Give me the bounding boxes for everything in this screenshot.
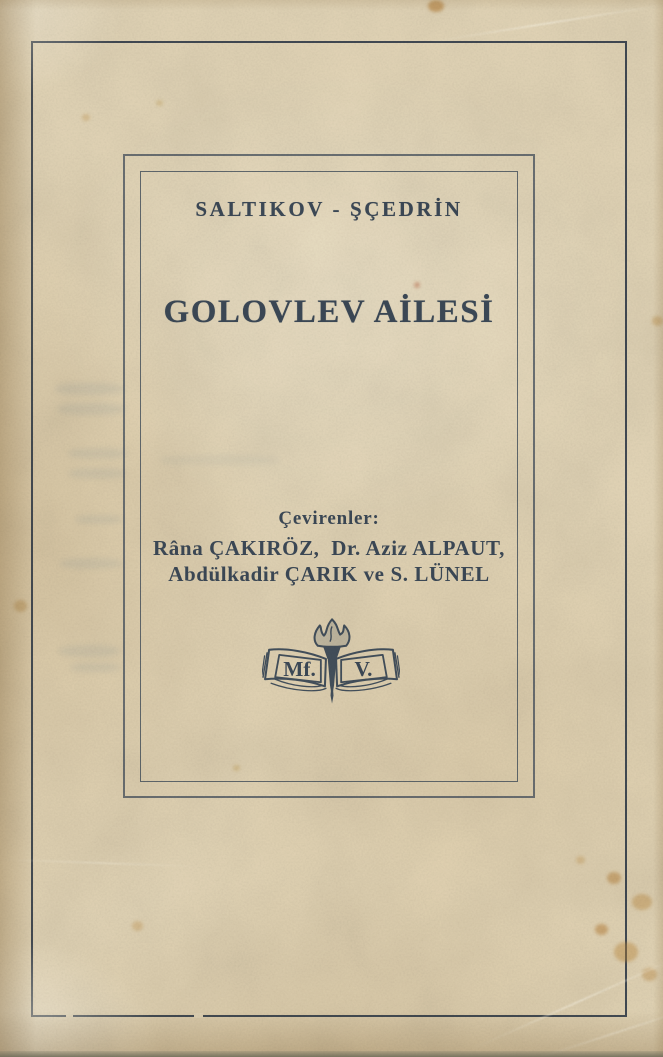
- foxing-stain: [156, 100, 163, 106]
- foxing-stain: [576, 856, 585, 864]
- foxing-stain: [632, 894, 652, 910]
- translators-heading: Çevirenler:: [278, 508, 380, 529]
- book-title: GOLOVLEV AİLESİ: [163, 294, 495, 330]
- foxing-stain: [82, 114, 90, 121]
- logo-left-label: Mf.: [283, 657, 316, 682]
- logo-right-label: V.: [354, 657, 373, 682]
- publisher-logo: [262, 618, 400, 708]
- foxing-stain: [233, 765, 240, 771]
- flame-icon: [315, 619, 350, 647]
- foxing-stain: [607, 872, 621, 884]
- foxing-stain: [414, 282, 420, 288]
- edge-shadow: [0, 0, 663, 10]
- author-name: SALTIKOV - ŞÇEDRİN: [195, 197, 463, 221]
- foxing-stain: [132, 921, 143, 931]
- foxing-stain: [595, 924, 608, 935]
- translators-line-2: Abdülkadir ÇARIK ve S. LÜNEL: [168, 562, 490, 586]
- translators-line-1: Râna ÇAKIRÖZ, Dr. Aziz ALPAUT,: [153, 536, 505, 560]
- foxing-stain: [614, 942, 638, 962]
- scanner-edge: [0, 1051, 663, 1057]
- edge-shadow: [653, 0, 663, 1057]
- edge-shadow: [0, 0, 36, 1057]
